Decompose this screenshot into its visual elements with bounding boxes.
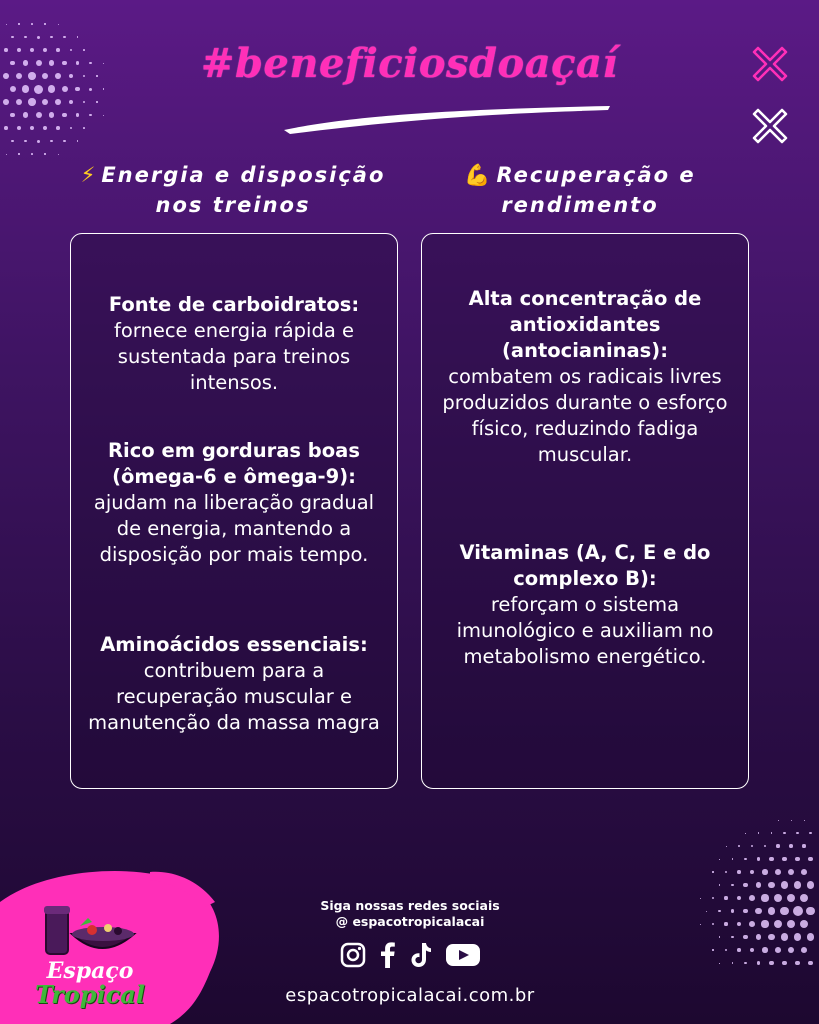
decorative-dot: [737, 948, 741, 952]
decorative-dot: [63, 36, 65, 38]
decorative-dot: [83, 127, 85, 129]
decorative-dot: [30, 126, 35, 131]
benefit-heading: Aminoácidos essenciais:: [100, 633, 368, 656]
decorative-dot: [712, 923, 714, 925]
decorative-dot: [731, 936, 734, 939]
decorative-dot: [749, 921, 755, 927]
column-title-line: nos treinos: [155, 193, 311, 217]
benefit-item: [81, 292, 387, 396]
decorative-dot: [706, 911, 707, 912]
decorative-dot: [750, 948, 754, 952]
decorative-dot: [96, 101, 97, 102]
decorative-dot: [4, 126, 8, 130]
decorative-dot: [36, 112, 42, 118]
decorative-dot: [764, 845, 767, 848]
decorative-dot: [745, 833, 746, 834]
decorative-dot: [23, 112, 29, 118]
decorative-dot: [737, 870, 741, 874]
decorative-dot: [756, 882, 761, 887]
decorative-dot: [50, 36, 53, 39]
decorative-dot: [731, 909, 735, 913]
social-handle[interactable]: @ espacotropicalacai: [335, 914, 485, 929]
decorative-dot: [28, 98, 36, 106]
decorative-dot: [77, 36, 79, 38]
decorative-dot: [807, 933, 814, 940]
decorative-dot: [744, 962, 747, 965]
decorative-dot: [6, 24, 7, 25]
decorative-dot: [791, 820, 792, 821]
decorative-dot: [800, 920, 808, 928]
decorative-dot: [103, 115, 104, 116]
instagram-icon[interactable]: [339, 941, 367, 969]
decorative-dot: [749, 895, 755, 901]
decorative-dot: [70, 127, 73, 130]
decorative-dot: [757, 857, 761, 861]
decorative-dot: [103, 88, 105, 90]
decorative-dot: [43, 126, 47, 130]
benefit-heading: Vitaminas (A, C, E e do complexo B):: [459, 541, 711, 590]
decorative-dot: [77, 140, 79, 142]
decorative-dot: [69, 100, 73, 104]
benefits-card-recovery: [421, 233, 749, 789]
decorative-dot: [751, 845, 753, 847]
decorative-dot: [37, 36, 40, 39]
decorative-dot: [771, 832, 773, 834]
decorative-dot: [712, 949, 713, 950]
benefit-body: combatem os radicais livres produzidos durante o esforço físico, reduzindo fadiga muscular.: [442, 365, 728, 466]
decorative-dot: [732, 858, 734, 860]
x-mark-icon: [748, 104, 792, 148]
decorative-dot: [774, 894, 782, 902]
decorative-dot: [18, 153, 19, 154]
decorative-dot: [700, 924, 701, 925]
decorative-dot: [787, 894, 796, 903]
facebook-icon[interactable]: [379, 941, 397, 969]
decorative-dot: [725, 949, 727, 951]
decorative-dot: [806, 907, 815, 916]
decorative-dot: [56, 126, 60, 130]
benefit-body: contribuem para a recuperação muscular e manutenção da massa magra: [88, 659, 380, 734]
decorative-dot: [795, 857, 800, 862]
benefit-item: [456, 540, 714, 670]
decorative-dot: [719, 963, 720, 964]
decorative-dot: [794, 881, 801, 888]
decorative-dot: [731, 884, 734, 887]
decorative-dot: [796, 832, 798, 834]
decorative-dot: [801, 869, 807, 875]
decorative-dot: [756, 934, 761, 939]
column-title-line: rendimento: [501, 193, 659, 217]
decorative-dot: [758, 832, 759, 833]
decorative-dot: [50, 140, 53, 143]
lightning-icon: ⚡: [80, 163, 96, 187]
benefit-body: reforçam o sistema imunológico e auxiliam no metabolismo energético.: [456, 593, 714, 668]
tiktok-icon[interactable]: [409, 941, 433, 969]
decorative-dot: [732, 962, 734, 964]
decorative-dot: [789, 844, 793, 848]
column-title-line: Recuperação e: [496, 163, 696, 187]
flexed-biceps-icon: 💪: [464, 163, 491, 187]
benefit-body: ajudam na liberação gradual de energia, mantendo a disposição por mais tempo.: [93, 491, 375, 566]
decorative-dot: [55, 99, 61, 105]
decorative-dot: [24, 140, 27, 143]
decorative-dot: [83, 101, 86, 104]
decorative-dot: [44, 23, 45, 24]
decorative-dot: [757, 961, 761, 965]
benefit-heading: Fonte de carboidratos:: [108, 293, 360, 316]
decorative-dot: [42, 99, 49, 106]
decorative-dot: [781, 933, 788, 940]
decorative-dot: [775, 869, 781, 875]
benefit-heading: Alta concentração de antioxidantes (antocianinas):: [468, 287, 702, 362]
decorative-dot: [700, 898, 701, 899]
decorative-dot: [63, 140, 65, 142]
decorative-dot: [726, 846, 727, 847]
decorative-dot: [788, 947, 794, 953]
decorative-dot: [17, 126, 21, 130]
decorative-dot: [16, 99, 23, 106]
decorative-dot: [44, 153, 45, 154]
decorative-dot: [782, 857, 787, 862]
decorative-dot: [719, 936, 721, 938]
decorative-dot: [776, 844, 779, 847]
decorative-dot: [787, 920, 796, 929]
decorative-dot: [761, 894, 768, 901]
benefit-item: [432, 286, 738, 468]
decorative-dot: [712, 897, 714, 899]
benefit-item: [81, 632, 387, 736]
hashtag-title: #beneficiosdoaçaí: [200, 40, 619, 87]
decorative-dot: [37, 140, 40, 143]
social-title: Siga nossas redes sociais: [320, 898, 500, 913]
decorative-dot: [75, 87, 80, 92]
benefits-card-energy: [70, 233, 398, 789]
decorative-dot: [775, 947, 781, 953]
decorative-dot: [782, 961, 787, 966]
decorative-dot: [725, 871, 727, 873]
decorative-dot: [719, 884, 721, 886]
decorative-dot: [11, 36, 13, 38]
brush-stroke-decoration: [282, 100, 612, 136]
decorative-dot: [778, 820, 779, 821]
decorative-dot: [737, 896, 742, 901]
decorative-dot: [788, 869, 794, 875]
decorative-dot: [738, 845, 740, 847]
decorative-dot: [724, 896, 727, 899]
decorative-dot: [768, 934, 774, 940]
decorative-dot: [795, 961, 800, 966]
decorative-dot: [755, 908, 761, 914]
decorative-dot: [89, 114, 91, 116]
decorative-dot: [794, 933, 801, 940]
decorative-dot: [11, 140, 13, 142]
decorative-dot: [808, 961, 813, 966]
decorative-dot: [58, 154, 59, 155]
column-title-recovery: [415, 160, 745, 220]
decorative-dot: [31, 153, 33, 155]
decorative-dot: [737, 922, 742, 927]
decorative-dot: [3, 99, 9, 105]
decorative-dot: [774, 920, 782, 928]
decorative-dot: [743, 935, 747, 939]
decorative-dot: [768, 882, 774, 888]
decorative-dot: [18, 23, 19, 24]
website-link[interactable]: espacotropicalacai.com.br: [285, 985, 535, 1006]
decorative-dot: [807, 881, 814, 888]
decorative-dot: [800, 894, 808, 902]
decorative-dot: [809, 832, 811, 834]
benefit-item: [93, 438, 375, 568]
decorative-dot: [712, 871, 713, 872]
acai-bowl-logo-icon: [40, 900, 140, 962]
decorative-dot: [743, 909, 748, 914]
decorative-dot: [768, 907, 775, 914]
decorative-dot: [804, 820, 805, 821]
decorative-dot: [761, 920, 768, 927]
decorative-dot: [76, 113, 80, 117]
decorative-dot: [719, 859, 720, 860]
column-title-line: Energia e disposição: [101, 163, 386, 187]
logo-text-espaco: Espaço: [46, 958, 134, 984]
benefit-body: fornece energia rápida e sustentada para treinos intensos.: [114, 319, 354, 394]
benefit-heading: Rico em gorduras boas (ômega-6 e ômega-9):: [108, 439, 360, 488]
decorative-dot: [769, 857, 773, 861]
decorative-dot: [762, 947, 767, 952]
decorative-dot: [801, 947, 807, 953]
decorative-dot: [802, 844, 805, 847]
decorative-dot: [718, 910, 720, 912]
decorative-dot: [62, 113, 67, 118]
column-title-energy: [68, 160, 398, 220]
decorative-dot: [808, 857, 813, 862]
decorative-dot: [750, 870, 754, 874]
social-icons: [339, 940, 481, 970]
decorative-dot: [743, 883, 747, 887]
decorative-dot: [762, 869, 767, 874]
x-mark-icon: [748, 42, 792, 86]
decorative-dot: [58, 24, 59, 25]
decorative-dot: [24, 36, 27, 39]
decorative-dot: [31, 23, 33, 25]
decorative-dot: [49, 112, 55, 118]
decorative-dot: [744, 858, 747, 861]
decorative-dot: [783, 832, 785, 834]
decorative-dot: [781, 881, 788, 888]
decorative-dot: [780, 907, 789, 916]
decorative-dot: [769, 961, 773, 965]
decorative-dot: [89, 88, 92, 91]
decorative-dot: [10, 113, 15, 118]
decorative-dot: [793, 906, 803, 916]
decorative-dot: [6, 154, 7, 155]
logo-text-tropical: Tropical: [35, 980, 145, 1009]
youtube-icon[interactable]: [445, 941, 481, 969]
decorative-dot: [724, 922, 727, 925]
